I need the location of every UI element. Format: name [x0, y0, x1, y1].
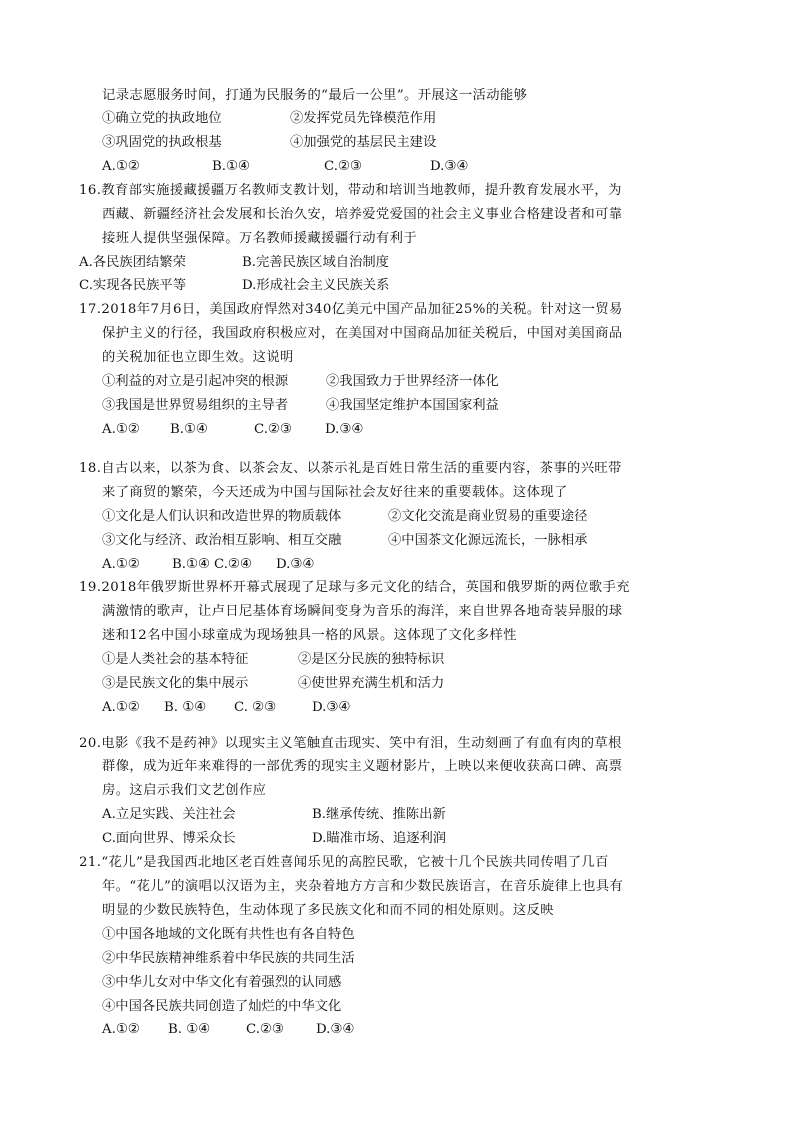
q17-option-3: ③我国是世界贸易组织的主导者	[102, 398, 289, 413]
q16-stem-line-3: 接班人提供坚强保障。万名教师援藏援疆行动有利于	[102, 231, 418, 246]
q16-stem-line-2: 西藏、新疆经济社会发展和长治久安，培养爱党爱国的社会主义事业合格建设者和可靠	[102, 207, 623, 222]
q18-choice-d: D.③④	[276, 557, 315, 572]
q19-option-3: ③是民族文化的集中展示	[102, 676, 249, 691]
q21-choice-b: B. ①④	[168, 1022, 211, 1037]
q20-choice-a: A.立足实践、关注社会	[102, 807, 236, 822]
q19-choice-b: B. ①④	[164, 700, 207, 715]
q20-stem-line-3: 房。这启示我们文艺创作应	[102, 783, 267, 798]
q15-choice-d: D.③④	[430, 159, 469, 174]
q16-choice-d: D.形成社会主义民族关系	[242, 278, 390, 293]
q16-choice-b: B.完善民族区域自治制度	[242, 255, 389, 270]
q18-stem-line-2: 来了商贸的繁荣，今天还成为中国与国际社会友好往来的重要载体。这体现了	[102, 485, 568, 500]
q19-option-2: ②是区分民族的独特标识	[298, 652, 445, 667]
q17-option-4: ④我国坚定维护本国国家利益	[326, 398, 499, 413]
q19-option-4: ④使世界充满生机和活力	[298, 676, 445, 691]
q16-stem-line-1: 16.教育部实施援藏援疆万名教师支教计划，带动和培训当地教师，提升教育发展水平，为	[79, 183, 622, 198]
q20-stem-line-1: 20.电影《我不是药神》以现实主义笔触直击现实、笑中有泪，生动刻画了有血有肉的草根	[79, 736, 622, 751]
q19-stem-line-2: 满激情的歌声，让卢日尼基体育场瞬间变身为音乐的海洋，来自世界各地奇装异服的球	[102, 604, 623, 619]
q20-choice-b: B.继承传统、推陈出新	[312, 807, 446, 822]
q20-choice-d: D.瞄准市场、追逐利润	[312, 831, 447, 846]
q19-choice-d: D.③④	[312, 700, 351, 715]
q21-option-4: ④中国各民族共同创造了灿烂的中华文化	[102, 999, 342, 1014]
q20-choice-c: C.面向世界、博采众长	[102, 831, 236, 846]
q21-choice-a: A.①②	[102, 1022, 140, 1037]
q15-option-3: ③巩固党的执政根基	[102, 135, 222, 150]
q17-choice-a: A.①②	[102, 422, 140, 437]
q18-option-2: ②文化交流是商业贸易的重要途径	[388, 509, 588, 524]
q18-option-1: ①文化是人们认识和改造世界的物质载体	[102, 509, 342, 524]
q19-choice-c: C. ②③	[234, 700, 276, 715]
q18-option-3: ③文化与经济、政治相互影响、相互交融	[102, 533, 342, 548]
q21-option-3: ③中华儿女对中华文化有着强烈的认同感	[102, 975, 342, 990]
q17-choice-b: B.①④	[170, 422, 208, 437]
q18-choice-a: A.①②	[102, 557, 140, 572]
q15-choice-b: B.①④	[212, 159, 250, 174]
q21-choice-d: D.③④	[316, 1022, 355, 1037]
q15-stem-continued: 记录志愿服务时间，打通为民服务的“最后一公里”。开展这一活动能够	[102, 88, 528, 103]
q21-stem-line-1: 21.“花儿”是我国西北地区老百姓喜闻乐见的高腔民歌，它被十几个民族共同传唱了几百	[79, 855, 609, 870]
q18-option-4: ④中国茶文化源远流长，一脉相承	[388, 533, 588, 548]
q16-choice-a: A.各民族团结繁荣	[79, 255, 186, 270]
q17-option-2: ②我国致力于世界经济一体化	[326, 374, 499, 389]
q17-stem-line-3: 的关税加征也立即生效。这说明	[102, 350, 294, 365]
q21-stem-line-3: 明显的少数民族特色，生动体现了多民族文化和而不同的相处原则。这反映	[102, 903, 554, 918]
q15-option-1: ①确立党的执政地位	[102, 111, 222, 126]
q19-stem-line-3: 迷和12名中国小球童成为现场独具一格的风景。这体现了文化多样性	[102, 628, 517, 643]
q17-option-1: ①利益的对立是引起冲突的根源	[102, 374, 289, 389]
q21-option-2: ②中华民族精神维系着中华民族的共同生活	[102, 951, 355, 966]
q21-option-1: ①中国各地域的文化既有共性也有各自特色	[102, 927, 355, 942]
q17-choice-c: C.②③	[254, 422, 292, 437]
q19-stem-line-1: 19.2018年俄罗斯世界杯开幕式展现了足球与多元文化的结合，英国和俄罗斯的两位歌手充	[79, 580, 630, 595]
q19-choice-a: A.①②	[102, 700, 140, 715]
q15-choice-c: C.②③	[324, 159, 362, 174]
q15-option-4: ④加强党的基层民主建设	[290, 135, 437, 150]
q15-option-2: ②发挥党员先锋模范作用	[290, 111, 437, 126]
q21-stem-line-2: 年。“花儿”的演唱以汉语为主，夹杂着地方方言和少数民族语言，在音乐旋律上也具有	[102, 879, 624, 894]
q19-option-1: ①是人类社会的基本特征	[102, 652, 249, 667]
q17-choice-d: D.③④	[325, 422, 364, 437]
q18-stem-line-1: 18.自古以来，以茶为食、以茶会友、以茶示礼是百姓日常生活的重要内容，茶事的兴旺带	[79, 461, 622, 476]
q18-choice-c: C.②④	[214, 557, 252, 572]
q17-stem-line-1: 17.2018年7月6日，美国政府悍然对340亿美元中国产品加征25%的关税。针对这一贸易	[79, 302, 623, 317]
q17-stem-line-2: 保护主义的行径，我国政府积极应对，在美国对中国商品加征关税后，中国对美国商品	[102, 326, 623, 341]
q15-choice-a: A.①②	[102, 159, 140, 174]
q20-stem-line-2: 群像，成为近年来难得的一部优秀的现实主义题材影片，上映以来便收获高口碑、高票	[102, 759, 623, 774]
q18-choice-b: B.①④	[172, 557, 210, 572]
q16-choice-c: C.实现各民族平等	[79, 278, 187, 293]
q21-choice-c: C.②③	[246, 1022, 284, 1037]
